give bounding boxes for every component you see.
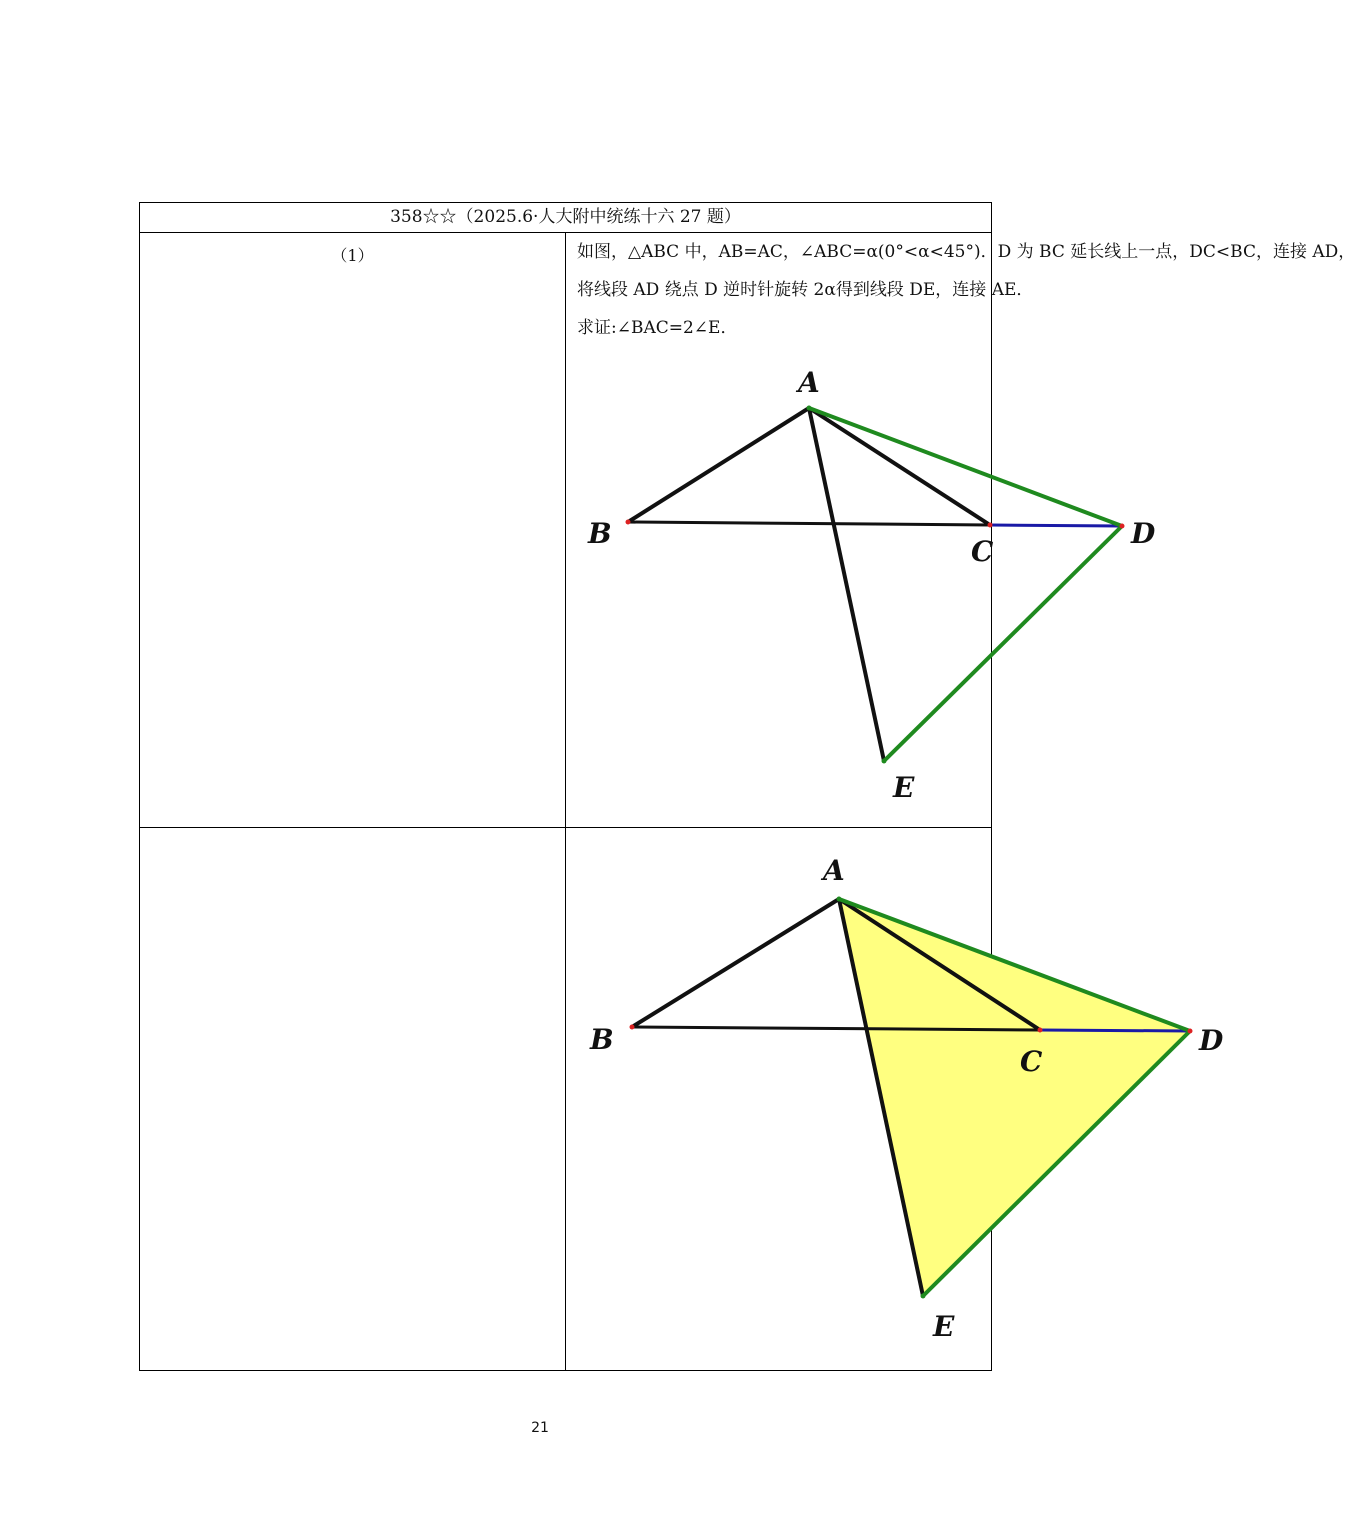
- label-D: D: [1199, 1024, 1224, 1057]
- segment-CD: [990, 525, 1122, 526]
- solution-figure-cell: [566, 828, 1224, 1371]
- segment-AB: [628, 408, 809, 522]
- empty-label-cell: [140, 828, 566, 1371]
- segment-DE: [884, 526, 1122, 761]
- label-A: A: [798, 366, 820, 399]
- problem-header: 358☆☆（2025.6·人大附中统练十六 27 题）: [140, 203, 992, 233]
- geometry-figure-2: [566, 828, 1352, 1365]
- label-D: D: [1131, 517, 1156, 550]
- segment-BC: [628, 522, 990, 525]
- label-C: C: [1020, 1045, 1043, 1078]
- part-label: （1）: [331, 246, 374, 265]
- geometry-figure-1: [566, 233, 1355, 823]
- statement-line-2: 将线段 AD 绕点 D 逆时针旋转 2α得到线段 DE，连接 AE．: [577, 280, 1034, 300]
- problem-content-cell: [566, 233, 1355, 828]
- label-A: A: [823, 854, 845, 887]
- label-E: E: [893, 771, 915, 804]
- problem-table: [139, 202, 1355, 1371]
- statement-line-3: 求证:∠BAC=2∠E．: [577, 318, 738, 338]
- label-C: C: [971, 535, 994, 568]
- label-B: B: [588, 517, 612, 550]
- part-label-cell: [140, 233, 566, 828]
- segment-AE: [809, 408, 884, 761]
- page-number: 21: [531, 1420, 549, 1436]
- label-E: E: [933, 1310, 955, 1343]
- statement-line-1: 如图，△ABC 中，AB=AC，∠ABC=α(0°<α<45°)．D 为 BC 延长线上一点，DC<BC，连接 AD，: [577, 242, 1355, 262]
- label-B: B: [590, 1023, 614, 1056]
- segment-AB: [632, 899, 839, 1027]
- shaded-triangle-ADE: [839, 899, 1190, 1296]
- segment-CD: [1040, 1030, 1190, 1031]
